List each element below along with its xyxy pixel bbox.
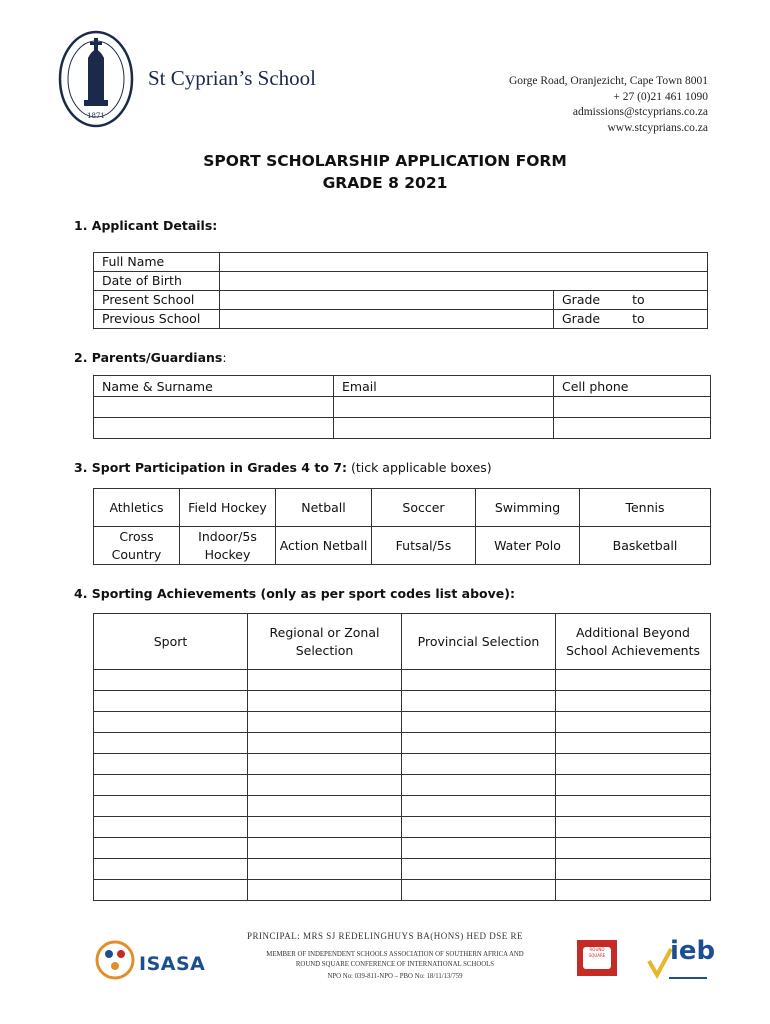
sport-action-netball[interactable]: Action Netball	[276, 527, 372, 565]
website[interactable]: www.stcyprians.co.za	[607, 121, 708, 134]
table-row	[94, 691, 711, 712]
table-cell[interactable]	[94, 859, 248, 880]
table-cell[interactable]	[556, 754, 711, 775]
sport-basketball[interactable]: Basketball	[580, 527, 711, 565]
npo-number: NPO No: 039-811-NPO – PBO No: 18/11/13/759	[327, 973, 463, 980]
full-name-field[interactable]	[220, 253, 708, 272]
table-cell[interactable]	[402, 796, 556, 817]
parent-email-field[interactable]	[334, 418, 554, 439]
sport-participation-heading: 3. Sport Participation in Grades 4 to 7: (tick applicable boxes)	[74, 460, 492, 475]
table-cell[interactable]	[94, 880, 248, 901]
table-cell[interactable]	[94, 733, 248, 754]
table-cell[interactable]	[556, 817, 711, 838]
table-cell[interactable]	[248, 754, 402, 775]
svg-text:1871: 1871	[87, 112, 105, 120]
sport-swimming[interactable]: Swimming	[476, 489, 580, 527]
form-title-line2: GRADE 8 2021	[322, 174, 448, 192]
form-title-line1: SPORT SCHOLARSHIP APPLICATION FORM	[203, 152, 567, 170]
previous-school-label: Previous School	[94, 310, 220, 329]
table-cell[interactable]	[402, 838, 556, 859]
previous-school-field[interactable]	[220, 310, 554, 329]
membership-text: MEMBER OF INDEPENDENT SCHOOLS ASSOCIATION OF SOUTHERN AFRICA AND ROUND SQUARE CONFERENCE OF INTERNATIONAL SCHOOLS	[266, 951, 524, 968]
round-square-logo-text: ROUND SQUARE	[583, 947, 611, 969]
to-label: to	[632, 292, 645, 307]
parent-email-field[interactable]	[334, 397, 554, 418]
table-cell[interactable]	[94, 691, 248, 712]
present-school-label: Present School	[94, 291, 220, 310]
table-cell[interactable]	[402, 859, 556, 880]
table-row	[94, 838, 711, 859]
table-cell[interactable]	[556, 670, 711, 691]
table-cell[interactable]	[94, 838, 248, 859]
phone-number: + 27 (0)21 461 1090	[613, 90, 708, 103]
table-cell[interactable]	[94, 712, 248, 733]
table-cell[interactable]	[556, 838, 711, 859]
previous-school-grade-field[interactable]	[554, 310, 708, 329]
table-row	[94, 796, 711, 817]
school-name: St Cyprian’s School	[148, 66, 317, 90]
address-line: Gorge Road, Oranjezicht, Cape Town 8001	[508, 75, 708, 87]
column-header-provincial: Provincial Selection	[402, 614, 556, 670]
table-cell[interactable]	[248, 712, 402, 733]
table-row	[94, 712, 711, 733]
table-cell[interactable]	[94, 796, 248, 817]
ieb-logo-text: ieb	[670, 936, 716, 966]
parents-guardians-heading: 2. Parents/Guardians:	[74, 350, 227, 365]
column-header-additional: Additional Beyond School Achievements	[556, 614, 711, 670]
principal-line: PRINCIPAL: MRS SJ REDELINGHUYS BA(HONS) HED DSE RE	[247, 931, 523, 941]
table-row	[94, 253, 708, 272]
table-cell[interactable]	[402, 754, 556, 775]
table-cell[interactable]	[402, 712, 556, 733]
table-row	[94, 291, 708, 310]
table-cell[interactable]	[556, 775, 711, 796]
sport-indoor-hockey[interactable]: Indoor/5s Hockey	[180, 527, 276, 565]
table-cell[interactable]	[556, 733, 711, 754]
table-row	[94, 397, 711, 418]
table-cell[interactable]	[94, 754, 248, 775]
table-cell[interactable]	[94, 775, 248, 796]
table-cell[interactable]	[402, 880, 556, 901]
table-cell[interactable]	[248, 796, 402, 817]
table-row	[94, 418, 711, 439]
sport-field-hockey[interactable]: Field Hockey	[180, 489, 276, 527]
sport-tennis[interactable]: Tennis	[580, 489, 711, 527]
to-label: to	[632, 311, 645, 326]
table-cell[interactable]	[556, 796, 711, 817]
table-row	[94, 754, 711, 775]
column-header-email: Email	[334, 376, 554, 397]
table-row	[94, 489, 711, 527]
sporting-achievements-table	[93, 613, 711, 901]
parent-cell-field[interactable]	[554, 418, 711, 439]
grade-label: Grade	[562, 292, 601, 307]
dob-label: Date of Birth	[94, 272, 220, 291]
column-header-sport: Sport	[94, 614, 248, 670]
table-row	[94, 775, 711, 796]
parent-name-field[interactable]	[94, 397, 334, 418]
column-header-regional: Regional or Zonal Selection	[248, 614, 402, 670]
table-cell[interactable]	[248, 817, 402, 838]
table-row	[94, 880, 711, 901]
parent-name-field[interactable]	[94, 418, 334, 439]
column-header-name: Name & Surname	[94, 376, 334, 397]
sport-futsal[interactable]: Futsal/5s	[372, 527, 476, 565]
table-cell[interactable]	[556, 712, 711, 733]
table-cell[interactable]	[248, 838, 402, 859]
school-address	[509, 74, 708, 136]
table-cell[interactable]	[556, 691, 711, 712]
form-title	[0, 150, 770, 194]
table-row	[94, 733, 711, 754]
parent-cell-field[interactable]	[554, 397, 711, 418]
full-name-label: Full Name	[94, 253, 220, 272]
table-row	[94, 272, 708, 291]
table-cell[interactable]	[402, 670, 556, 691]
grade-label: Grade	[562, 311, 601, 326]
table-cell[interactable]	[94, 670, 248, 691]
round-square-logo	[577, 940, 617, 976]
column-header-cell: Cell phone	[554, 376, 711, 397]
table-cell[interactable]	[248, 859, 402, 880]
table-row	[94, 527, 711, 565]
table-cell[interactable]	[402, 691, 556, 712]
table-cell[interactable]	[248, 733, 402, 754]
dob-field[interactable]	[220, 272, 708, 291]
sporting-achievements-heading: 4. Sporting Achievements (only as per sport codes list above):	[74, 586, 515, 601]
table-cell[interactable]	[402, 817, 556, 838]
email-address[interactable]: admissions@stcyprians.co.za	[572, 106, 708, 118]
table-row	[94, 310, 708, 329]
table-cell[interactable]	[402, 733, 556, 754]
table-cell[interactable]	[402, 775, 556, 796]
school-crest-logo	[58, 30, 134, 128]
sport-netball[interactable]: Netball	[276, 489, 372, 527]
isasa-logo-text: ISASA	[139, 953, 206, 975]
present-school-grade-field[interactable]	[554, 291, 708, 310]
sport-participation-table	[93, 488, 711, 565]
applicant-details-heading: 1. Applicant Details:	[74, 218, 218, 233]
table-cell[interactable]	[556, 859, 711, 880]
table-row	[94, 376, 711, 397]
table-cell[interactable]	[248, 880, 402, 901]
table-cell[interactable]	[248, 670, 402, 691]
sport-water-polo[interactable]: Water Polo	[476, 527, 580, 565]
table-cell[interactable]	[248, 775, 402, 796]
table-row	[94, 614, 711, 670]
table-cell[interactable]	[556, 880, 711, 901]
table-cell[interactable]	[248, 691, 402, 712]
present-school-field[interactable]	[220, 291, 554, 310]
sport-athletics[interactable]: Athletics	[94, 489, 180, 527]
sport-cross-country[interactable]: Cross Country	[94, 527, 180, 565]
table-row	[94, 859, 711, 880]
sport-soccer[interactable]: Soccer	[372, 489, 476, 527]
applicant-details-table	[93, 252, 708, 329]
table-row	[94, 670, 711, 691]
table-cell[interactable]	[94, 817, 248, 838]
parents-table	[93, 375, 711, 439]
table-row	[94, 817, 711, 838]
